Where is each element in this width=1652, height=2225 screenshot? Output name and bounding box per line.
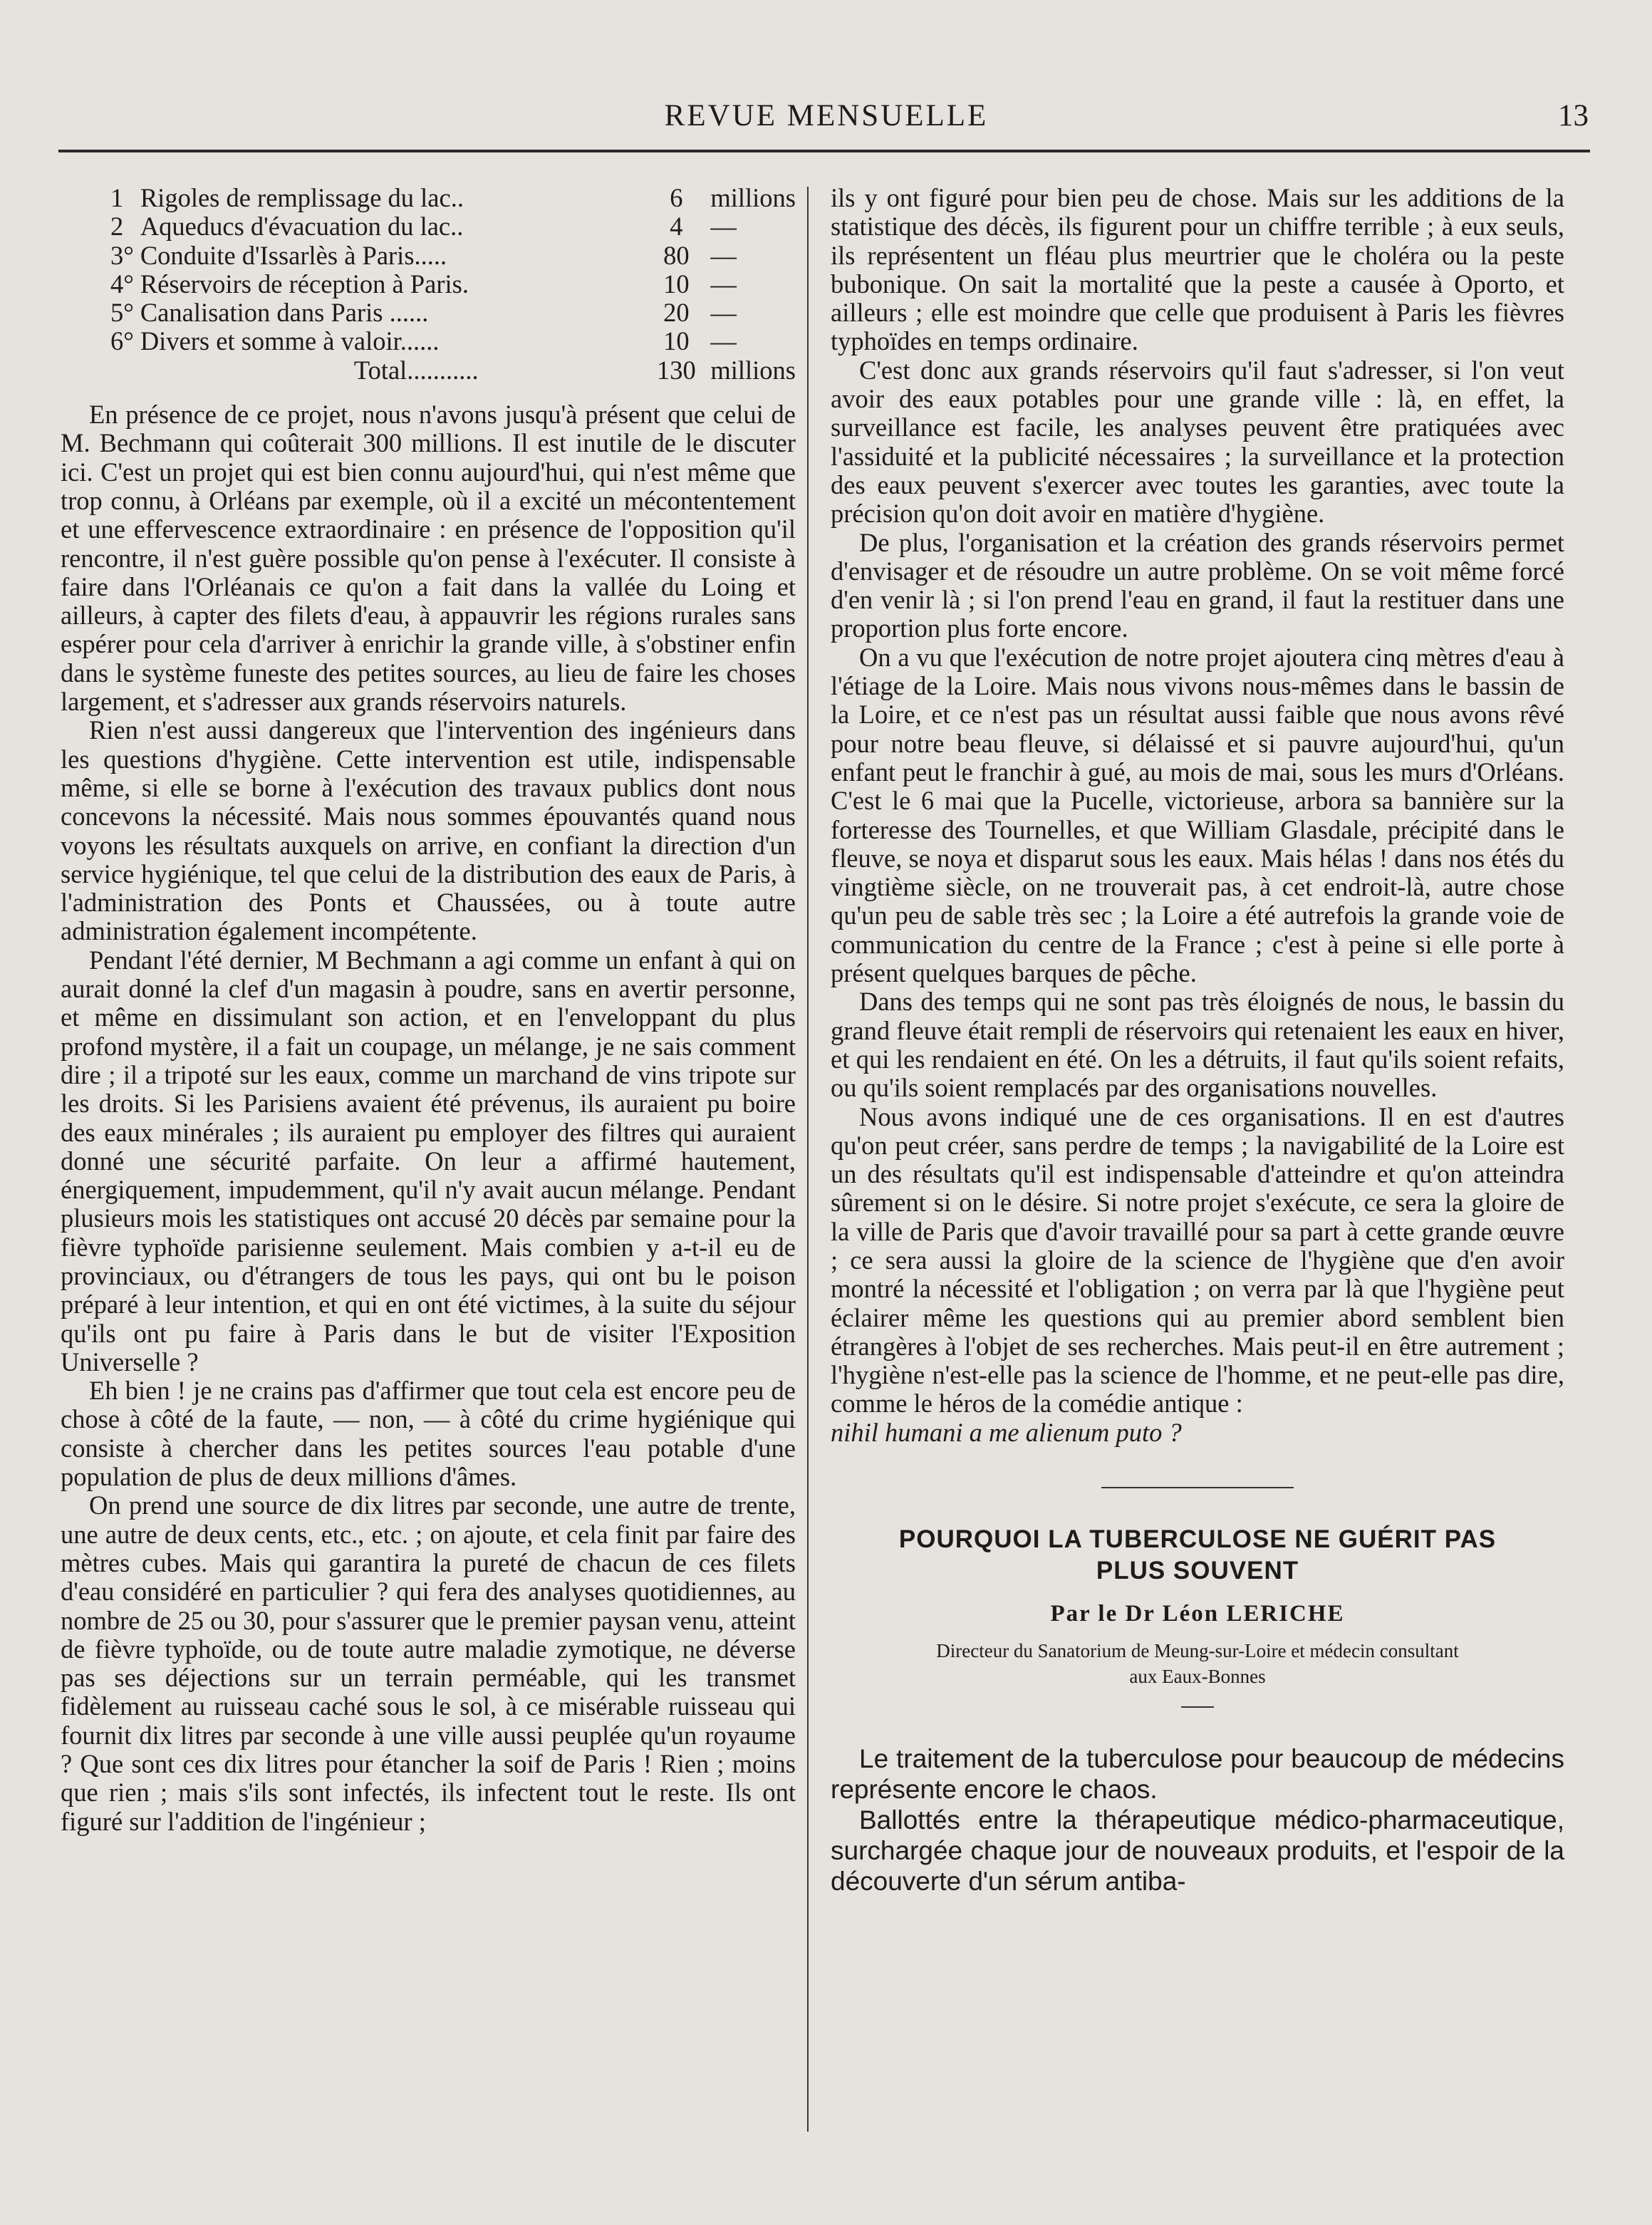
body-paragraph: C'est donc aux grands réservoirs qu'il faut s'adresser, si l'on veut avoir des eaux potables pour une grande ville : là, en effet, la surveillance est facile, les analyses peuvent être pratiquées avec l'assiduité et la publicité nécessaires ; la surveillance et la protection des eaux peuvent s'exercer avec toutes les garanties, avec toute la précision qu'on doit avoir en matière d'hygiène. — [831, 355, 1564, 529]
article-title-line: POURQUOI LA TUBERCULOSE NE GUÉRIT PAS — [898, 1525, 1497, 1554]
running-title: REVUE MENSUELLE — [664, 99, 989, 133]
body-paragraph: Dans des temps qui ne sont pas très éloignés de nous, le bassin du grand fleuve était rempli de réservoirs qui retenaient les eaux en hiver, et qui les rendaient en été. On les a détruits, il faut qu'ils soient refaits, ou qu'ils soient remplacés par des organisations nouvelles. — [831, 987, 1564, 1103]
row-number: 4° — [110, 269, 134, 299]
row-unit: — — [710, 269, 737, 299]
article-title-line: PLUS SOUVENT — [1096, 1557, 1299, 1585]
cost-table-row — [110, 270, 796, 299]
cost-table-row — [110, 242, 796, 270]
body-paragraph: Pendant l'été dernier, M Bechmann a agi comme un enfant à qui on aurait donné la clef d'un magasin à poudre, sans en avertir personne, et même en dissimulant son action, et en l'enveloppant du plus profond mystère, il a fait un coupage, un mélange, je ne sais comment dire ; il a tripoté sur les eaux, comme un marchand de vins tripote sur les droits. Si les Parisiens avaient été prévenus, ils auraient pu boire des eaux minérales ; ils auraient pu employer des filtres qui auraient donné une sécurité parfaite. On leur a affirmé hautement, énergiquement, impudemment, qu'il n'y avait aucun mélange. Pendant plusieurs mois les statistiques ont accusé 20 décès par semaine pour la fièvre typhoïde parisienne seulement. Mais combien y a-t-il eu de provinciaux, ou d'étrangers de tous les pays, qui ont bu le poison préparé à leur intention, et qui en ont été victimes, à la suite du séjour qu'ils ont pu faire à Paris dans le but de visiter l'Exposition Universelle ? — [61, 945, 796, 1376]
row-label: Conduite d'Issarlès à Paris..... — [140, 240, 447, 270]
body-paragraph: On a vu que l'exécution de notre projet ajoutera cinq mètres d'eau à l'étiage de la Loire. Mais nous vivons nous-mêmes dans le bassin de la Loire, et ce n'est pas un résultat aussi faible que nous avons rêvé pour notre beau fleuve, si délaissé et si pauvre aujourd'hui, qu'un enfant peut le franchir à gué, au mois de mai, sous les murs d'Orléans. C'est le 6 mai que la Pucelle, victorieuse, arbora sa bannière sur la forteresse des Tournelles, et que William Glasdale, précipité dans le fleuve, se noya et disparut sous les eaux. Mais hélas ! dans nos étés du vingtième siècle, on ne trouverait pas, à cet endroit-là, autre chose qu'un peu de sable très sec ; la Loire a été autrefois la grande voie de communication du centre de la France ; c'est à peine si elle porte à présent quelques barques de pêche. — [831, 642, 1564, 988]
row-amount: 10 — [663, 269, 690, 299]
body-paragraph: On prend une source de dix litres par seconde, une autre de trente, une autre de deux cents, etc., etc. ; on ajoute, et cela finit par faire des mètres cubes. Mais qui garantira la pureté de chacun de ces filets d'eau considéré en particulier ? qui fera des analyses quotidiennes, au nombre de 25 ou 30, pour s'assurer que le premier paysan venu, atteint de fièvre typhoïde, ou de toute autre maladie zymotique, ne déverse pas ses déjections sur un terrain perméable, qui les transmet fidèlement au ruisseau caché sous le sol, à ce misérable ruisseau qui fournit dix litres par seconde à une ville aussi peuplée qu'un royaume ? Que sont ces dix litres pour étancher la soif de Paris ! Rien ; moins que rien ; mais s'ils sont infectés, ils infectent tout le reste. Ils ont figuré sur l'addition de l'ingénieur ; — [61, 1490, 796, 1836]
row-unit: — — [710, 298, 737, 328]
cost-table-row — [110, 184, 796, 212]
page-number: 13 — [1558, 99, 1589, 133]
right-column — [831, 184, 1564, 1897]
latin-quote: nihil humani a me alienum puto ? — [831, 1417, 1182, 1447]
row-number: 1 — [110, 183, 124, 212]
total-unit: millions — [710, 355, 796, 385]
header-rule — [58, 150, 1590, 152]
row-amount: 6 — [670, 183, 683, 212]
total-label: Total........... — [353, 355, 479, 385]
body-paragraph: Rien n'est aussi dangereux que l'intervention des ingénieurs dans les questions d'hygiène. Cette intervention est utile, indispensable même, si elle se borne à l'exécution des travaux publics dont nous concevons la nécessité. Mais nous sommes épouvantés quand nous voyons les résultats auxquels on arrive, en confiant la direction d'un service hygiénique, tel que celui de la distribution des eaux de Paris, à l'administration des Ponts et Chaussées, ou à toute autre administration également incompétente. — [61, 715, 796, 946]
column-divider — [807, 187, 809, 2132]
row-number: 2 — [110, 212, 124, 242]
row-label: Réservoirs de réception à Paris. — [140, 269, 469, 299]
row-amount: 20 — [663, 298, 690, 328]
row-amount: 80 — [663, 240, 690, 270]
cost-table — [110, 184, 796, 385]
row-unit: — — [710, 212, 737, 242]
row-number: 3° — [110, 240, 134, 270]
row-label: Divers et somme à valoir...... — [140, 326, 440, 356]
row-label: Canalisation dans Paris ...... — [140, 298, 429, 328]
total-amount: 130 — [656, 355, 696, 385]
cost-table-row — [110, 327, 796, 356]
short-divider — [1181, 1706, 1214, 1708]
row-number: 6° — [110, 326, 134, 356]
body-paragraph: ils y ont figuré pour bien peu de chose. Mais sur les additions de la statistique des décès, ils figurent pour un chiffre terrible ; à eux seuls, ils représentent un fléau plus meurtrier que le choléra ou la peste bubonique. On sait la mortalité que la peste a causée à Oporto, et ailleurs ; elle est moindre que celle que produisent à Paris les fièvres typhoïdes en temps ordinaire. — [831, 183, 1564, 356]
cost-table-row — [110, 212, 796, 241]
article-separator — [1101, 1487, 1294, 1488]
row-unit: — — [710, 326, 737, 356]
row-unit: millions — [710, 183, 796, 212]
cost-table-total-row — [110, 356, 796, 385]
body-paragraph: Ballottés entre la thérapeutique médico-pharmaceutique, surchargée chaque jour de nouveaux produits, et l'espoir de la découverte d'un sérum antiba- — [831, 1805, 1564, 1897]
body-paragraph: En présence de ce projet, nous n'avons jusqu'à présent que celui de M. Bechmann qui coûterait 300 millions. Il est inutile de le discuter ici. C'est un projet qui est bien connu aujourd'hui, qui n'est même que trop connu, à Orléans par exemple, où il a excité un mécontentement et une effervescence extraordinaire : en présence de l'opposition qu'il rencontre, il n'est guère possible qu'on pense à l'exécuter. Il consiste à faire dans l'Orléanais ce qu'on a fait dans la vallée du Loing et ailleurs, à capter des filets d'eau, à appauvrir les régions rurales sans espérer pour cela d'arriver à enrichir la grande ville, à s'obstiner enfin dans le système funeste des petites sources, au lieu de faire les choses largement, et s'adresser aux grands réservoirs naturels. — [61, 400, 796, 717]
cost-table-row — [110, 299, 796, 327]
row-number: 5° — [110, 298, 134, 328]
affiliation-line: Directeur du Sanatorium de Meung-sur-Loire et médecin consultant — [936, 1640, 1459, 1662]
article-title — [831, 1524, 1564, 1587]
article-body — [831, 1743, 1564, 1897]
row-unit: — — [710, 240, 737, 270]
author-affiliation — [831, 1638, 1564, 1689]
body-paragraph: Le traitement de la tuberculose pour beaucoup de médecins représente encore le chaos. — [831, 1744, 1564, 1805]
body-paragraph: Nous avons indiqué une de ces organisations. Il en est d'autres qu'on peut créer, sans perdre de temps ; la navigabilité de la Loire est un des résultats qu'il est indispensable d'atteindre et qu'on atteindra sûrement si on le désire. Si notre projet s'exécute, ce sera la gloire de la ville de Paris que d'avoir travaillé pour sa part à cette grande œuvre ; ce sera aussi la gloire de la science de l'hygiène que d'en avoir montré la nécessité et l'obligation ; on verra par là que l'hygiène peut éclairer même les questions qui au premier abord semblent bien étrangères à l'objet de ses recherches. Mais peut-il en être autrement ; l'hygiène n'est-elle pas la science de l'homme, et ne peut-elle pas dire, comme le héros de la comédie antique : — [831, 1101, 1564, 1418]
row-amount: 4 — [670, 212, 683, 242]
row-label: Aqueducs d'évacuation du lac.. — [140, 212, 464, 242]
left-column — [61, 184, 796, 1836]
article-author: Par le Dr Léon LERICHE — [1050, 1601, 1345, 1627]
body-paragraph: De plus, l'organisation et la création des grands réservoirs permet d'envisager et de résoudre un autre problème. On se voit même forcé d'en venir là ; si l'on prend l'eau en grand, il faut la restituer dans une proportion plus forte encore. — [831, 527, 1564, 643]
row-label: Rigoles de remplissage du lac.. — [140, 183, 464, 212]
affiliation-line: aux Eaux-Bonnes — [1129, 1666, 1266, 1688]
page-header — [64, 98, 1589, 138]
body-paragraph: Eh bien ! je ne crains pas d'affirmer que tout cela est encore peu de chose à côté de la faute, — non, — à côté du crime hygiénique qui consiste à chercher dans les petites sources l'eau potable d'une population de plus de deux millions d'âmes. — [61, 1376, 796, 1492]
row-amount: 10 — [663, 326, 690, 356]
